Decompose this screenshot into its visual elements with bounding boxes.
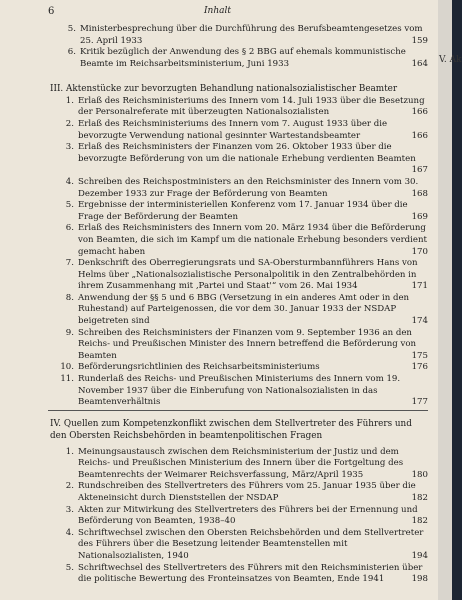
toc-section-4 <box>50 419 428 586</box>
section-items <box>50 96 428 409</box>
section-divider <box>48 410 428 411</box>
entry-title: Beförderungsrichtlinien des Reichsarbeitsministeriums <box>78 362 320 373</box>
entry-page: 168 <box>411 188 428 199</box>
toc-entry <box>58 47 428 70</box>
entry-page: 176 <box>411 362 428 373</box>
entry-page: 180 <box>411 469 428 480</box>
entry-number: 1. <box>65 446 74 457</box>
toc-entry <box>56 481 428 504</box>
section-items <box>50 447 428 586</box>
entry-number: 4. <box>65 176 74 187</box>
entry-page: 177 <box>411 397 428 408</box>
entry-number: 5. <box>65 200 74 211</box>
entry-title: Schriftwechsel zwischen den Obersten Reichsbehörden und dem Stellvertreter des Führers über die Besetzung leitender Beamtenstellen mit Nationalsozialisten, 1940 <box>78 527 424 561</box>
toc-entry <box>56 293 428 328</box>
entry-number: 5. <box>65 562 74 573</box>
entry-page: 182 <box>411 516 428 527</box>
entry-page: 182 <box>411 492 428 503</box>
entry-page: 159 <box>411 35 428 46</box>
entry-title: Ministerbesprechung über die Durchführung des Berufsbeamtengesetzes vom 25. April 1933 <box>80 24 423 46</box>
toc-entry <box>56 258 428 293</box>
entry-title: Anwendung der §§ 5 und 6 BBG (Versetzung in ein anderes Amt oder in den Ruhestand) auf Parteigenossen, die vor dem 30. Januar 1933 der NSDAP beigetreten sind <box>78 292 410 327</box>
entry-title: Runderlaß des Reichs- und Preußischen Ministeriums des Innern vom 19. November 1937 über die Einberufung von Nationalsozialisten in das Beamtenverhältnis <box>78 374 401 408</box>
entry-number: 4. <box>65 527 74 538</box>
entry-number: 11. <box>60 374 74 385</box>
entry-number: 5. <box>67 24 76 34</box>
entry-number: 6. <box>65 223 74 234</box>
entry-number: 3. <box>65 504 74 515</box>
section-heading: IV. Quellen zum Kompetenzkonflikt zwischen dem Stellvertreter des Führers und den Obersten Reichsbehörden in beamtenpolitischen Fragen <box>50 419 412 441</box>
entry-number: 2. <box>65 118 74 129</box>
entry-title: Erlaß des Reichsministers des Innern vom 20. März 1934 über die Beförderung von Beamten, die sich im Kampf um die nationale Erhebung besonders verdient gemacht haben <box>78 223 428 257</box>
running-header: Inhalt <box>204 6 232 16</box>
entry-title: Rundschreiben des Stellvertreters des Führers vom 25. Januar 1935 über die Akteneinsicht durch Dienststellen der NSDAP <box>78 481 416 503</box>
entry-page: 198 <box>411 574 428 585</box>
toc-entry <box>56 328 428 363</box>
entry-number: 3. <box>65 142 74 153</box>
entry-page: 175 <box>411 350 428 361</box>
toc-top-items <box>58 24 428 70</box>
toc-entry <box>56 563 428 586</box>
entry-page: 167 <box>411 165 428 176</box>
section-heading: III. Aktenstücke zur bevorzugten Behandlung nationalsozialistischer Beamter <box>50 84 398 94</box>
entry-page: 171 <box>411 281 428 292</box>
toc-entry <box>56 200 428 223</box>
entry-title: Erlaß des Reichsministeriums des Innern vom 14. Juli 1933 über die Besetzung der Personalreferate mit überzeugten Nationalsozialisten <box>78 95 425 118</box>
entry-page: 174 <box>411 316 428 327</box>
entry-page: 166 <box>411 130 428 141</box>
toc-entry <box>56 374 428 409</box>
entry-number: 2. <box>65 481 74 492</box>
entry-page: 166 <box>411 107 428 118</box>
entry-title: Ergebnisse der interministeriellen Konferenz vom 17. Januar 1934 über die Frage der Beförderung der Beamten <box>78 200 408 222</box>
entry-number: 6. <box>67 47 76 58</box>
toc-entry <box>56 505 428 528</box>
entry-number: 9. <box>65 327 74 338</box>
toc-entry <box>56 177 428 200</box>
toc-section-3 <box>50 84 428 409</box>
toc-entry <box>58 24 428 47</box>
entry-title: Erlaß des Reichsministers der Finanzen vom 26. Oktober 1933 über die bevorzugte Beförderung von um die nationale Erhebung verdienten Beamten <box>78 142 416 164</box>
entry-page: 164 <box>411 58 428 69</box>
entry-title: Akten zur Mitwirkung des Stellvertreters des Führers bei der Ernennung und Beförderung von Beamten, 1938–40 <box>78 504 418 527</box>
entry-title: Meinungsaustausch zwischen dem Reichsministerium der Justiz und dem Reichs- und Preußischen Ministerium des Innern über die Fortgeltung des Beamtenrechts der Weimarer Reichsverfassung, März/April 1935 <box>78 446 404 480</box>
page-number: 6 <box>48 6 55 17</box>
entry-title: Erlaß des Reichsministeriums des Innern vom 7. August 1933 über die bevorzugte Verwendung national gesinnter Wartestandsbeamter <box>78 118 388 141</box>
toc-entry <box>56 142 428 177</box>
toc-entry <box>56 528 428 563</box>
toc-entry <box>56 119 428 142</box>
entry-page: 170 <box>411 246 428 257</box>
adjacent-page <box>438 0 462 600</box>
toc-entry <box>56 447 428 482</box>
entry-number: 7. <box>65 258 74 269</box>
entry-number: 1. <box>65 95 74 106</box>
toc-entry <box>56 96 428 119</box>
entry-title: Denkschrift des Oberregierungsrats und SA-Obersturmbannführers Hans von Helms über „Nationalsozialistische Personalpolitik in den Zentralbehörden in ihrem Zusammenhang mit ‚Partei und Staat'“ vom 26. Mai 1934 <box>78 258 418 292</box>
toc-entry <box>56 223 428 258</box>
entry-number: 10. <box>60 362 74 373</box>
entry-page: 194 <box>411 550 428 561</box>
entry-title: Schreiben des Reichsministers der Finanzen vom 9. September 1936 an den Reichs- und Preußischen Minister des Innern betreffend die Beförderung von Beamten <box>78 327 417 361</box>
entry-title: Schriftwechsel des Stellvertreters des Führers mit den Reichsministerien über die politische Bewertung des Fronteinsatzes von Beamten, Ende 1941 <box>78 562 423 585</box>
entry-title: Kritik bezüglich der Anwendung des § 2 BBG auf ehemals kommunistische Beamte im Reichsarbeitsministerium, Juni 1933 <box>80 47 406 69</box>
entry-number: 8. <box>65 292 74 303</box>
toc-entry <box>56 362 428 374</box>
adjacent-page-text: V. Ak <box>439 55 462 65</box>
entry-title: Schreiben des Reichspostministers an den Reichsminister des Innern vom 30. Dezember 1933 zur Frage der Beförderung von Beamten <box>78 176 419 199</box>
entry-page: 169 <box>411 211 428 222</box>
